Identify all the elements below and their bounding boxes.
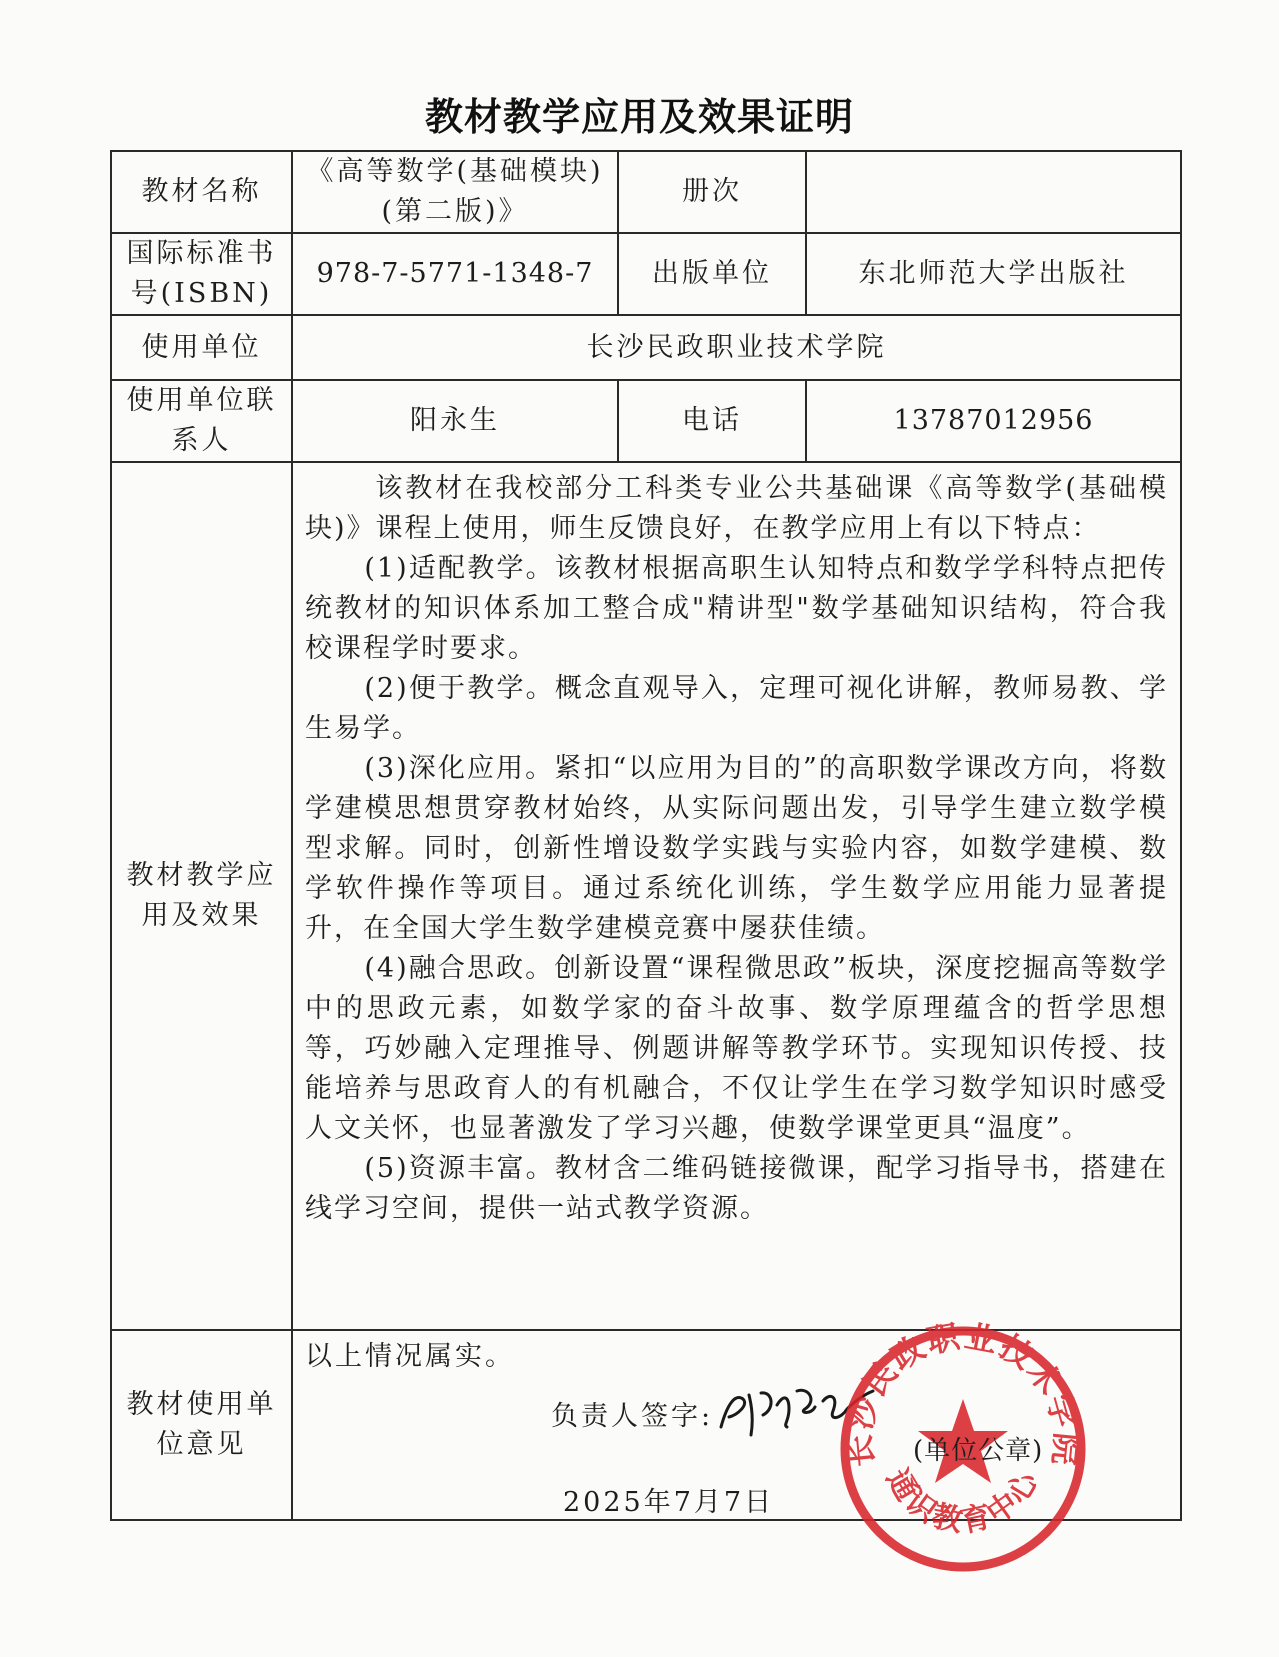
application-paragraph: (5)资源丰富。教材含二维码链接微课，配学习指导书，搭建在线学习空间，提供一站式教学资源。 — [305, 1153, 1168, 1224]
isbn-value: 978-7-5771-1348-7 — [292, 233, 618, 315]
application-paragraph: (3)深化应用。紧扣“以应用为目的”的高职数学课改方向，将数学建模思想贯穿教材始终，从实际问题出发，引导学生建立数学模型求解。同时，创新性增设数学实践与实验内容，如数学建模、数学软件操作等项目。通过系统化训练，学生数学应用能力显著提升，在全国大学生数学建模竞赛中屡获佳绩。 — [305, 753, 1168, 944]
opinion-content — [292, 1319, 1181, 1540]
seal-note: (单位公章) — [913, 1436, 1044, 1466]
application-paragraph: 该教材在我校部分工科类专业公共基础课《高等数学(基础模块)》课程上使用，师生反馈良好，在教学应用上有以下特点： — [305, 473, 1168, 544]
isbn-label-line2: 号(ISBN) — [130, 278, 273, 309]
application-paragraph: (1)适配教学。该教材根据高职生认知特点和数学学科特点把传统教材的知识体系加工整合成"精讲型"数学基础知识结构，符合我校课程学时要求。 — [305, 553, 1168, 664]
textbook-name-line2: (第二版)》 — [381, 196, 529, 227]
user-unit-value: 长沙民政职业技术学院 — [292, 315, 1181, 380]
seal-top-text: 长沙民政职业技术学院 — [839, 1319, 1087, 1469]
textbook-name-value — [292, 151, 618, 233]
application-paragraph: (4)融合思政。创新设置“课程微思政”板块，深度挖掘高等数学中的思政元素，如数学家的奋斗故事、数学原理蕴含的哲学思想等，巧妙融入定理推导、例题讲解等教学环节。实现知识传授、技能培养与思政育人的有机融合，不仅让学生在学习数学知识时感受人文关怀，也显著激发了学习兴趣，使数学课堂更具“温度”。 — [305, 953, 1168, 1144]
textbook-name-line1: 《高等数学(基础模块) — [306, 156, 604, 187]
application-content — [292, 462, 1181, 1330]
row-application — [111, 462, 1181, 1330]
publisher-label: 出版单位 — [618, 233, 806, 315]
application-label-line1: 教材教学应 — [126, 860, 277, 891]
volume-label: 册次 — [618, 151, 806, 233]
publisher-value: 东北师范大学出版社 — [806, 233, 1181, 315]
date-text: 2025年7月7日 — [563, 1487, 775, 1518]
application-paragraph: (2)便于教学。概念直观导入，定理可视化讲解，教师易教、学生易学。 — [305, 673, 1168, 744]
phone-label: 电话 — [618, 380, 806, 462]
signature-label: 负责人签字: — [551, 1401, 714, 1432]
contact-label-line1: 使用单位联 — [126, 385, 277, 416]
opinion-label — [111, 1330, 292, 1520]
opinion-label-line2: 位意见 — [156, 1429, 247, 1460]
application-label — [111, 462, 292, 1330]
contact-label — [111, 380, 292, 462]
isbn-label — [111, 233, 292, 315]
svg-text:通识教育中心 — [879, 1463, 1047, 1540]
document-title: 教材教学应用及效果证明 — [424, 95, 854, 139]
opinion-label-line1: 教材使用单 — [126, 1389, 277, 1420]
row-opinion — [111, 1330, 1181, 1520]
volume-value — [806, 151, 1181, 233]
row-user-unit — [111, 315, 1181, 380]
certificate-table — [110, 150, 1182, 1540]
textbook-name-label: 教材名称 — [111, 151, 292, 233]
user-unit-label: 使用单位 — [111, 315, 292, 380]
seal-bottom-text: 通识教育中心 — [878, 1463, 1048, 1540]
application-label-line2: 用及效果 — [141, 900, 262, 931]
row-textbook-name — [111, 151, 1181, 233]
opinion-text: 以上情况属实。 — [305, 1341, 515, 1372]
row-isbn — [111, 233, 1181, 315]
isbn-label-line1: 国际标准书 — [126, 238, 277, 269]
contact-value: 阳永生 — [292, 380, 618, 462]
row-contact — [111, 380, 1181, 462]
contact-label-line2: 系人 — [171, 425, 232, 456]
phone-value: 13787012956 — [806, 380, 1181, 462]
